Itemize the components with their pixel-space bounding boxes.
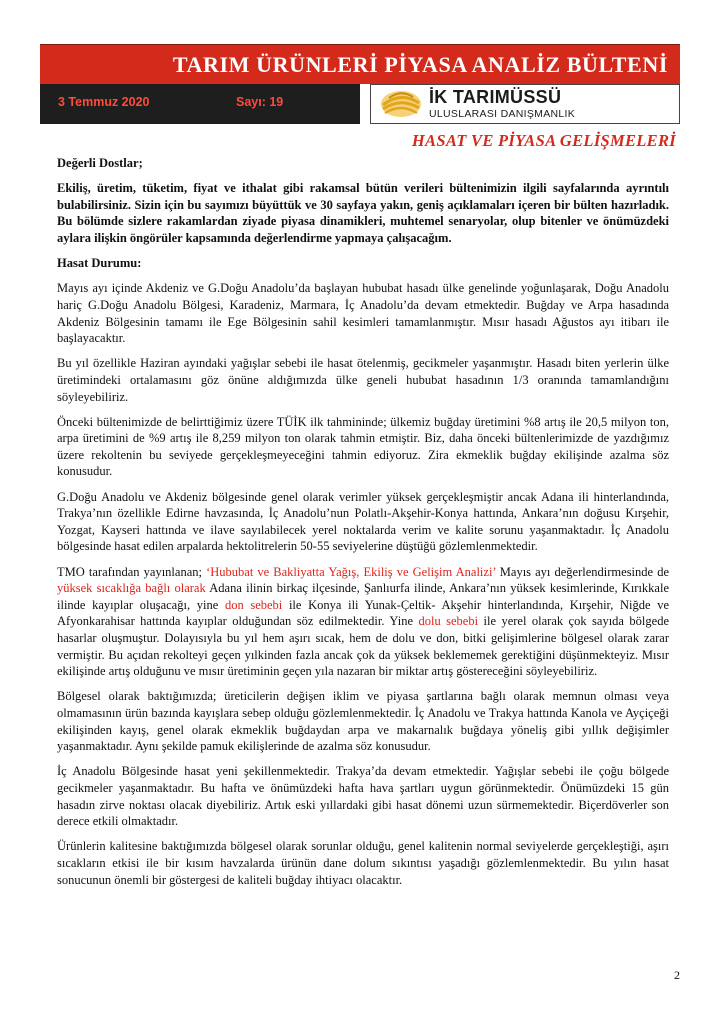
- paragraph-3: Önceki bültenimizde de belirttiğimiz üzere TÜİK ilk tahmininde; ülkemiz buğday üretimini %8 artış ile 20,5 milyon ton, arpa üretimini de %9 artış ile 8,259 milyon ton olarak tahmin etmiştir. Biz, daha önceki bültenlerimizde de yazdığımız üzere rekoltenin bu seviyede gerçekleşmeyeceğini tahmin ediyoruz. Zira ekmeklik buğday ekilişinde azalma söz konusudur.: [57, 414, 669, 479]
- paragraph-5-text-d: ile Konya ili Yunak-Çeltik- Akşehir hinterlandında, Kırşehir, Niğde ve Afyonkarahisar hattında kayıplar olduğundan söz edilmektedir. Yine: [57, 597, 670, 629]
- paragraph-5: [57, 564, 669, 680]
- section-title: HASAT VE PİYASA GELİŞMELERİ: [411, 131, 676, 150]
- highlight-report-title: ‘Hububat ve Bakliyatta Yağış, Ekiliş ve Gelişim Analizi’: [206, 564, 496, 579]
- greeting: Değerli Dostlar;: [57, 156, 143, 170]
- date-issue-strip: [40, 84, 360, 124]
- subheading-harvest-status: Hasat Durumu:: [57, 256, 142, 271]
- paragraph-1: Mayıs ayı içinde Akdeniz ve G.Doğu Anadolu’da başlayan hububat hasadı ülke genelinde yoğunlaşarak, Doğu Anadolu hariç G.Doğu Anadolu Bölgesi, Karadeniz, Marmara, İç Anadolu’da devam etmektedir. Buğday ve Arpa hasadında Akdeniz Bölgesinin tamamı ile Ege Bölgesinin sahil kesimleri tamamlanmıştır. Mısır hasadı Ağustos ayı itibarı ile başlayacaktır.: [57, 281, 669, 346]
- issue-number: Sayı: 19: [236, 95, 284, 109]
- article-body: [57, 155, 669, 897]
- wheat-logo-icon: [379, 89, 423, 119]
- intro-paragraph: Ekiliş, üretim, tüketim, fiyat ve ithalat gibi rakamsal bütün verileri bültenimizin ilgili sayfalarında ayrıntılı bulabilirsiniz. Sizin için bu sayımızı büyüttük ve 30 sayfaya yakın, geniş açıklamaları içeren bir bülten hazırladık. Bu bölümde sizlere rakamlardan ziyade piyasa dinamikleri, muhtemel senaryolar, olup bitenler ve önümüzdeki aylara ilişkin öngörüler kapsamında değerlendirme yapmaya çalışacağım.: [57, 181, 669, 245]
- paragraph-5-text-e: ile yerel olarak çok sayıda bölgede hasarlar oluşmuştur. Dolayısıyla bu yıl hem aşırı sıcak, hem de dolu ve don, bitki gelişimlerine bölgesel olarak zarar vermiştir. Bu açıdan rekolteyi geçen yılkinden fazla ancak çok da yüksek beklememek gerektiğini düşünmekteyiz. Mısır ekilişinde artış olduğunu ve mısır üretiminin geçen yıla nazaran bir miktar artış göstereceğini söyleyebiliriz.: [57, 614, 669, 679]
- bulletin-title: TARIM ÜRÜNLERİ PİYASA ANALİZ BÜLTENİ: [172, 52, 668, 77]
- highlight-hail: dolu sebebi: [418, 614, 479, 629]
- paragraph-8: Ürünlerin kalitesine baktığımızda bölgesel olarak sorunlar olduğu, genel kalitenin normal seviyelerde gerçekleştiği, aşırı sıcakların etkisi ile bir kısım havzalarda ürünün dane dolum sıkıntısı yaşadığı gözlemlenmektedir. Bu yılın hasat sonucunun önemli bir göstergesi de kaliteli buğday ihtiyacı olacaktır.: [57, 839, 669, 887]
- issue-date: 3 Temmuz 2020: [58, 95, 150, 109]
- paragraph-2: Bu yıl özellikle Haziran ayındaki yağışlar sebebi ile hasat ötelenmiş, gecikmeler yaşanmıştır. Hasadı biten yerlerin ülke üretimindeki ortalamasını göz önüne aldığımızda ülke geneli hububat hasadının 1/3 oranında tamamlandığını söyleyebiliriz.: [57, 356, 669, 404]
- logo-company-subtitle: ULUSLARASI DANIŞMANLIK: [429, 108, 576, 120]
- highlight-frost: don sebebi: [224, 597, 283, 612]
- bulletin-header-banner: [40, 44, 680, 84]
- paragraph-6: Bölgesel olarak baktığımızda; üreticilerin değişen iklim ve piyasa şartlarına bağlı olarak memnun olması veya olmamasının ürün bazında kayışlara sebep olduğu gözlemlenmektedir. İç Anadolu ve Trakya hattında Kanola ve Ayçiçeği ekilişinden kayış, genel olarak ekmeklik buğdaydan arpa ve makarnalık buğdaya yöneliş gibi yıllık değişimler yaşanmaktadır. Aynı şekilde pamuk ekilişlerinde de azalma söz konusudur.: [57, 689, 669, 754]
- paragraph-5-text-c: Adana ilinin birkaç ilçesinde, Şanlıurfa ilinde, Ankara’nın yüksek kesimlerinde, Kırıkkale ilinde kayıplar oluşacağı, yine: [57, 581, 669, 612]
- page-number: 2: [674, 968, 680, 982]
- issue-info-bar: [40, 84, 680, 124]
- company-logo: [370, 84, 680, 124]
- highlight-high-temperature: yüksek sıcaklığa bağlı olarak: [57, 581, 206, 596]
- paragraph-5-text-b: Mayıs ayı değerlendirmesinde de: [495, 564, 669, 579]
- paragraph-4: G.Doğu Anadolu ve Akdeniz bölgesinde genel olarak verimler yüksek gerçekleşmiştir ancak Adana ili hinterlandında, Trakya’nın özellikle Edirne havzasında, İç Anadolu’nun Polatlı-Akşehir-Konya hattında, Ankara’nın doğusu Kırşehir, Yozgat, Kayseri hattında ve ilave sayılabilecek yerel noktalarda verim ve kalite sorunu yaşanmaktadır. İç Anadolu bölgesinde hasat edilen arpalarda hektolitrelerin 50-55 seviyelerine düştüğü gözlemlenmektedir.: [57, 489, 669, 554]
- paragraph-7: İç Anadolu Bölgesinde hasat yeni şekillenmektedir. Trakya’da devam etmektedir. Yağışlar sebebi ile çoğu bölgede gecikmeler yaşanmaktadır. Bu hafta ve önümüzdeki hafta hava şartları uygun görünmektedir. Önümüzdeki 15 gün hasadın zirve noktası olacak diyebiliriz. Artık eski yıllardaki gibi hasat dönemi uzun sürmemektedir. Biçerdöverler son derece etkili olmaktadır.: [57, 764, 669, 829]
- paragraph-5-text-a: TMO tarafından yayınlanan;: [57, 564, 207, 579]
- logo-company-name: İK TARIMÜSSÜ: [429, 87, 562, 107]
